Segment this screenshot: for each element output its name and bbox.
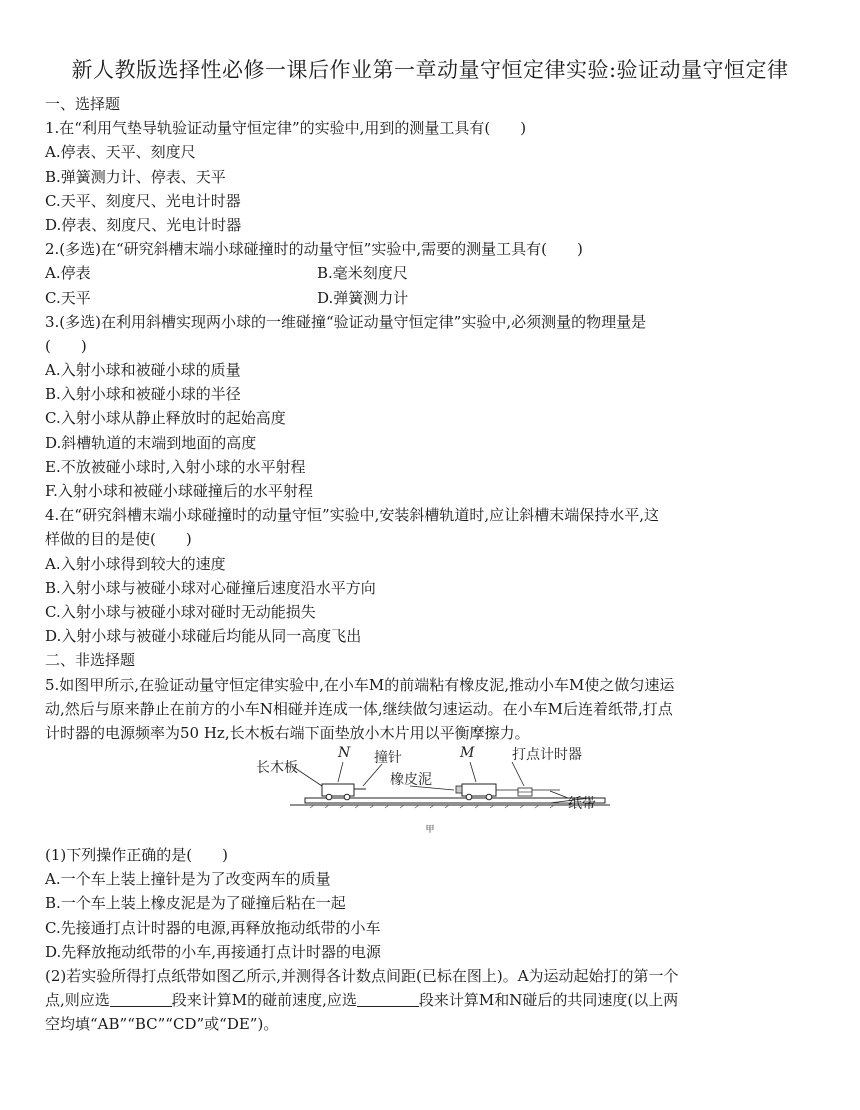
- option-d: D.先释放拖动纸带的小车,再接通打点计时器的电源: [45, 942, 382, 961]
- option-f: F.入射小球和被碰小球碰撞后的水平射程: [45, 482, 313, 500]
- cart-m: [456, 784, 496, 800]
- option-a: A.停表: [45, 264, 91, 283]
- question-stem: 1.在“利用气垫导轨验证动量守恒定律”的实验中,用到的测量工具有( ): [45, 119, 527, 138]
- label-m: M: [460, 745, 475, 761]
- text-part: 点,则应选: [45, 991, 110, 1010]
- option-c: C.先接通打点计时器的电源,再释放拖动纸带的小车: [45, 918, 381, 937]
- option-b: B.一个车上装上橡皮泥是为了碰撞后粘在一起: [45, 894, 346, 913]
- question-text: 计时器的电源频率为50 Hz,长木板右端下面垫放小木片用以平衡摩擦力。: [45, 723, 530, 742]
- section-choice: [45, 92, 815, 745]
- sub-question-text: 空均填“AB”“BC”“CD”或“DE”)。: [45, 1015, 279, 1034]
- sub-question-stem: (1)下列操作正确的是( ): [45, 846, 228, 864]
- option-d: D.停表、刻度尺、光电计时器: [45, 215, 242, 234]
- question-stem: 4.在“研究斜槽末端小球碰撞时的动量守恒”实验中,安装斜槽轨道时,应让斜槽末端保持水平,这: [45, 506, 659, 525]
- option-b: B.入射小球与被碰小球对心碰撞后速度沿水平方向: [45, 578, 376, 597]
- question-stem: 2.(多选)在“研究斜槽末端小球碰撞时的动量守恒”实验中,需要的测量工具有( ): [45, 240, 583, 259]
- question-stem-cont: ( ): [45, 336, 87, 355]
- answer-blank-2[interactable]: [357, 992, 419, 1007]
- label-tape: 纸带: [568, 796, 596, 812]
- text-part: 段来计算M的碰前速度,应选: [171, 991, 357, 1010]
- option-d: D.弹簧测力计: [317, 288, 409, 307]
- sub-question-text: (2)若实验所得打点纸带如图乙所示,并测得各计数点间距(已标在图上)。A为运动起始打的第一个: [45, 966, 679, 985]
- option-a: A.入射小球得到较大的速度: [45, 554, 226, 573]
- experiment-figure: [250, 742, 620, 822]
- answer-blank-1[interactable]: [110, 992, 172, 1007]
- option-row: [45, 261, 815, 285]
- section-nonchoice: [45, 843, 815, 1037]
- cart-n: [322, 784, 366, 800]
- option-a: A.入射小球和被碰小球的质量: [45, 361, 241, 380]
- option-d: D.斜槽轨道的末端到地面的高度: [45, 433, 257, 452]
- label-needle: 撞针: [374, 750, 402, 766]
- text-part: 段来计算M和N碰后的共同速度(以上两: [418, 991, 679, 1010]
- option-c: C.入射小球与被碰小球对碰时无动能损失: [45, 602, 316, 621]
- figure-caption: 甲: [425, 825, 435, 835]
- option-c: C.天平: [45, 288, 91, 307]
- option-b: B.弹簧测力计、停表、天平: [45, 167, 226, 186]
- option-a: A.一个车上装上撞针是为了改变两车的质量: [45, 870, 331, 889]
- page-title: 新人教版选择性必修一课后作业第一章动量守恒定律实验:验证动量守恒定律: [71, 58, 789, 82]
- option-b: B.毫米刻度尺: [317, 264, 408, 283]
- label-timer: 打点计时器: [512, 747, 582, 763]
- question-text: 动,然后与原来静止在前方的小车N相碰并连成一体,继续做匀速运动。在小车M后连着纸带,打点: [45, 699, 673, 718]
- option-c: C.入射小球从静止释放时的起始高度: [45, 409, 286, 428]
- question-stem: 3.(多选)在利用斜槽实现两小球的一维碰撞“验证动量守恒定律”实验中,必须测量的物理量是: [45, 312, 647, 331]
- section-heading: 一、选择题: [45, 95, 121, 113]
- label-board: 长木板: [256, 760, 298, 776]
- label-putty: 橡皮泥: [390, 772, 432, 788]
- sub-question-text: [45, 988, 815, 1012]
- option-a: A.停表、天平、刻度尺: [45, 143, 196, 162]
- option-c: C.天平、刻度尺、光电计时器: [45, 191, 241, 210]
- question-stem-cont: 样做的目的是使( ): [45, 530, 192, 549]
- option-b: B.入射小球和被碰小球的半径: [45, 385, 241, 404]
- option-d: D.入射小球与被碰小球碰后均能从同一高度飞出: [45, 627, 362, 646]
- option-e: E.不放被碰小球时,入射小球的水平射程: [45, 457, 306, 476]
- option-row: [45, 286, 815, 310]
- label-n: N: [338, 745, 351, 761]
- section-heading: 二、非选择题: [45, 651, 136, 670]
- question-text: 5.如图甲所示,在验证动量守恒定律实验中,在小车M的前端粘有橡皮泥,推动小车M使之做匀速运: [45, 675, 675, 694]
